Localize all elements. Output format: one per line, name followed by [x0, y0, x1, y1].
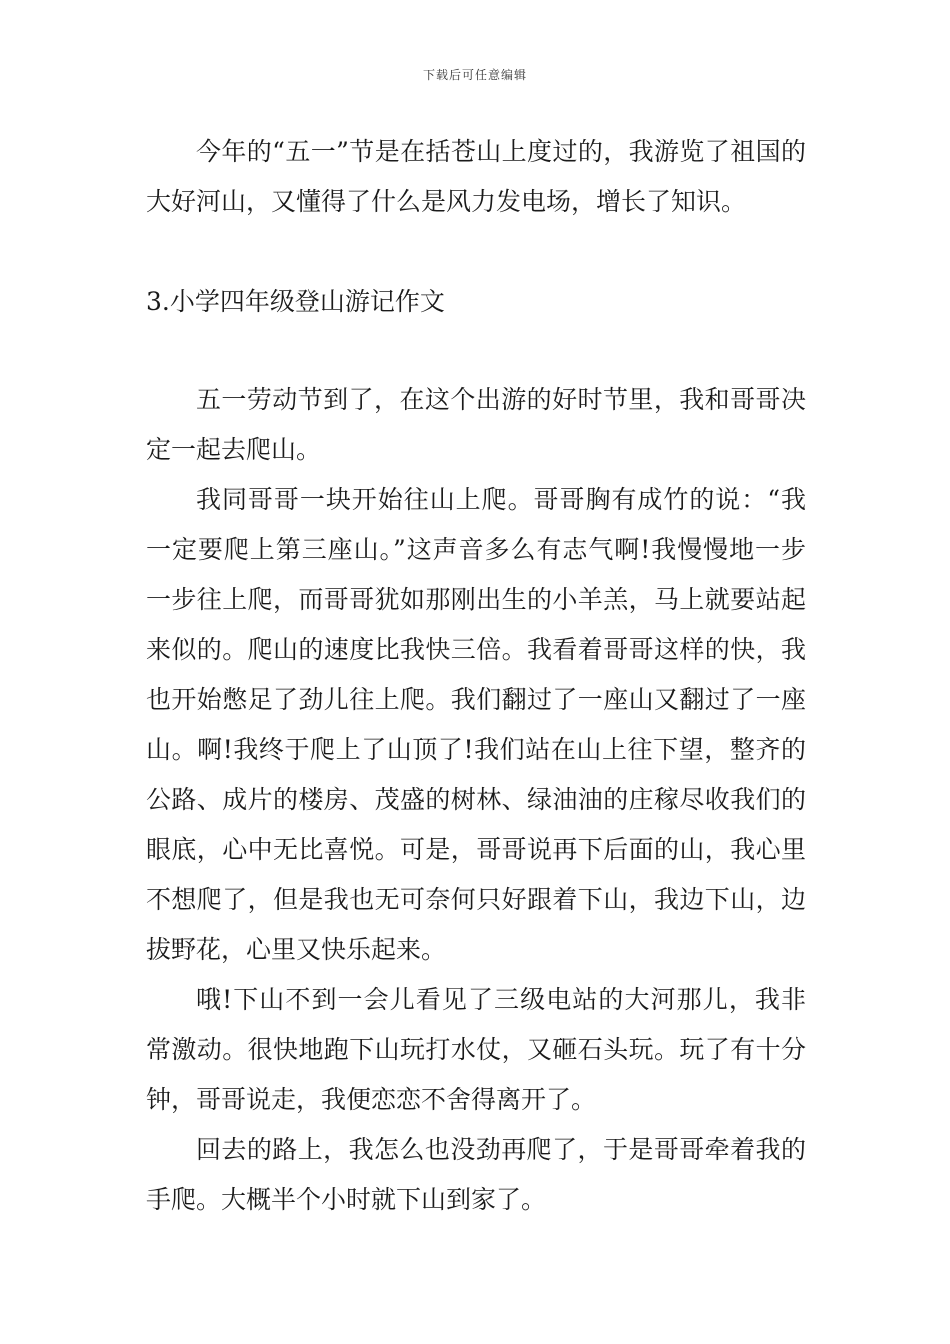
essay-body — [146, 375, 806, 1225]
section-title: 3.小学四年级登山游记作文 — [146, 287, 445, 316]
paragraph: 哦!下山不到一会儿看见了三级电站的大河那儿，我非常激动。很快地跑下山玩打水仗，又砸石头玩。玩了有十分钟，哥哥说走，我便恋恋不舍得离开了。 — [146, 985, 806, 1114]
paragraph: 我同哥哥一块开始往山上爬。哥哥胸有成竹的说：“我一定要爬上第三座山。”这声音多么有志气啊!我慢慢地一步一步往上爬，而哥哥犹如那刚出生的小羊羔，马上就要站起来似的。爬山的速度比我快三倍。我看着哥哥这样的快，我也开始憋足了劲儿往上爬。我们翻过了一座山又翻过了一座山。啊!我终于爬上了山顶了!我们站在山上往下望，整齐的公路、成片的楼房、茂盛的树林、绿油油的庄稼尽收我们的眼底，心中无比喜悦。可是，哥哥说再下后面的山，我心里不想爬了，但是我也无可奈何只好跟着下山，我边下山，边拔野花，心里又快乐起来。 — [146, 485, 806, 964]
previous-section-text — [146, 127, 806, 227]
paragraph: 今年的“五一”节是在括苍山上度过的，我游览了祖国的大好河山，又懂得了什么是风力发电场，增长了知识。 — [146, 137, 806, 216]
section-heading — [146, 277, 806, 327]
paragraph: 回去的路上，我怎么也没劲再爬了，于是哥哥牵着我的手爬。大概半个小时就下山到家了。 — [146, 1135, 806, 1214]
paragraph: 五一劳动节到了，在这个出游的好时节里，我和哥哥决定一起去爬山。 — [146, 385, 806, 464]
page-header-note: 下载后可任意编辑 — [422, 68, 527, 82]
